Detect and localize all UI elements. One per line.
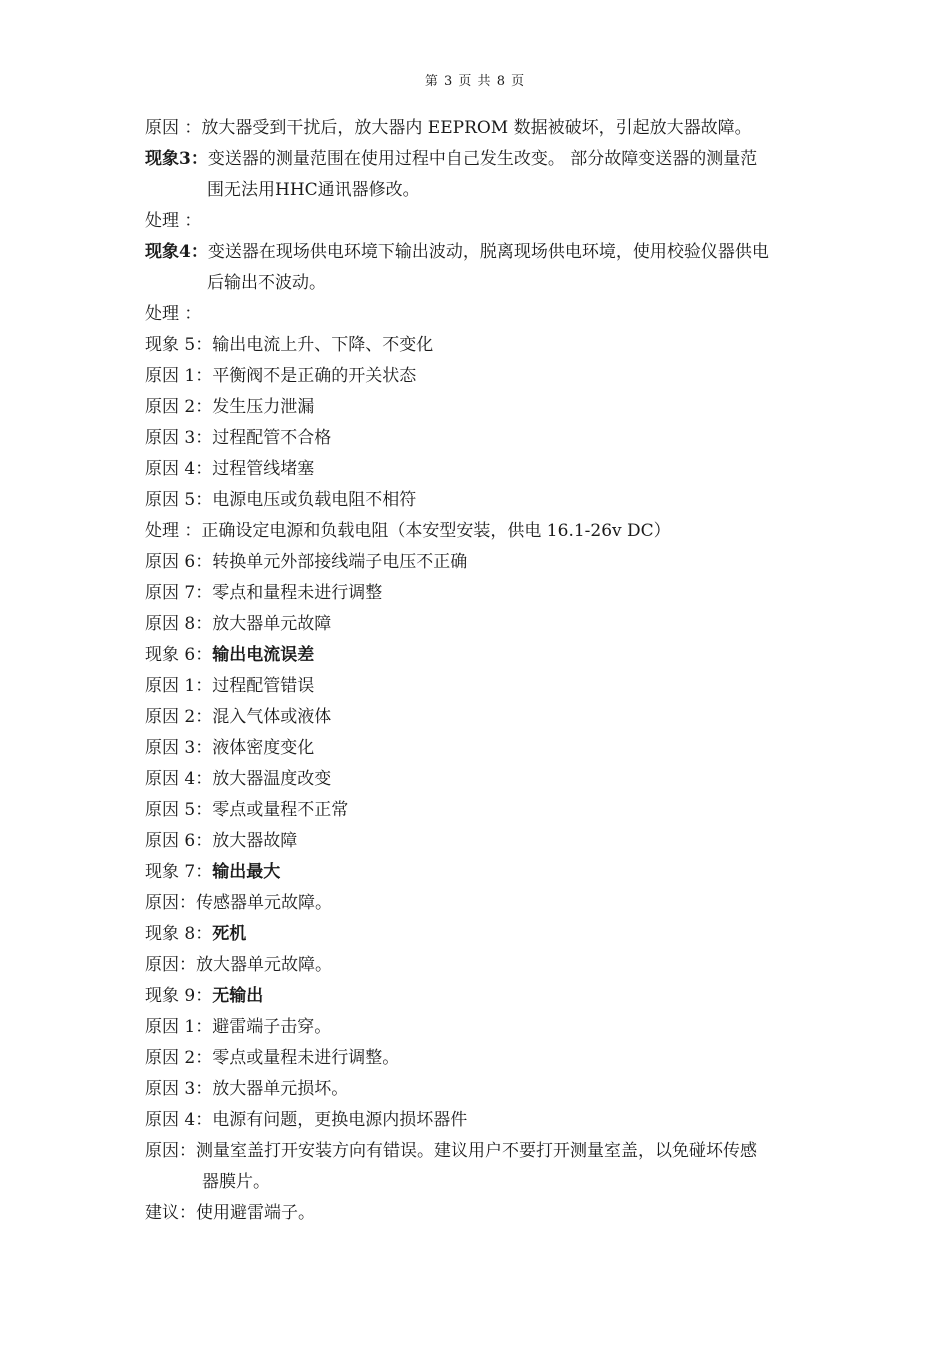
cause-line bbox=[145, 888, 845, 919]
cause-line bbox=[145, 795, 845, 826]
line-text: 混入气体或液体 bbox=[212, 707, 332, 727]
phenomenon-7-line bbox=[145, 857, 845, 888]
line-label: 处理 ： bbox=[145, 521, 202, 541]
phenomenon-label: 现象3： bbox=[145, 149, 208, 169]
line-text: 传感器单元故障。 bbox=[196, 893, 332, 913]
phenomenon-8-line bbox=[145, 919, 845, 950]
line-continuation: 器膜片。 bbox=[202, 1172, 270, 1192]
cause-line bbox=[145, 392, 845, 423]
cause-line bbox=[145, 547, 845, 578]
line-label: 原因 5： bbox=[145, 800, 213, 820]
line-label: 原因： bbox=[145, 1141, 196, 1161]
cause-line bbox=[145, 671, 845, 702]
line-text: 死机 bbox=[212, 924, 247, 944]
line-text: 放大器单元故障 bbox=[212, 614, 332, 634]
line-label: 现象 8： bbox=[145, 924, 213, 944]
line-label: 原因 4： bbox=[145, 1110, 213, 1130]
phenomenon-4-entry bbox=[145, 237, 845, 299]
line-label: 原因： bbox=[145, 893, 196, 913]
cause-line bbox=[145, 578, 845, 609]
cause-line bbox=[145, 950, 845, 981]
phenomenon-6-line bbox=[145, 640, 845, 671]
suggestion-line bbox=[145, 1198, 845, 1229]
cause-line bbox=[145, 733, 845, 764]
cause-line bbox=[145, 609, 845, 640]
line-text: 变送器在现场供电环境下输出波动，脱离现场供电环境，使用校验仪器供电 bbox=[207, 242, 769, 262]
line-label: 处理 ： bbox=[145, 304, 202, 324]
line-label: 现象 6： bbox=[145, 645, 213, 665]
line-text: 零点或量程不正常 bbox=[212, 800, 349, 820]
line-label: 原因 6： bbox=[145, 552, 213, 572]
phenomenon-label: 现象4： bbox=[145, 242, 208, 262]
line-label: 原因 7： bbox=[145, 583, 213, 603]
line-label: 原因 3： bbox=[145, 738, 213, 758]
line-text: 过程配管不合格 bbox=[212, 428, 332, 448]
line-label: 原因 4： bbox=[145, 769, 213, 789]
line-label: 建议： bbox=[145, 1203, 196, 1223]
line-text: 变送器的测量范围在使用过程中自己发生改变。 部分故障变送器的测量范 bbox=[207, 149, 758, 169]
line-label: 原因 1： bbox=[145, 366, 213, 386]
cause-line bbox=[145, 485, 845, 516]
line-text: 测量室盖打开安装方向有错误。建议用户不要打开测量室盖，以免碰坏传感 bbox=[196, 1141, 757, 1161]
line-text: 转换单元外部接线端子电压不正确 bbox=[212, 552, 468, 572]
line-text: 无输出 bbox=[212, 986, 264, 1006]
line-text: 输出电流上升、下降、不变化 bbox=[212, 335, 434, 355]
cause-line bbox=[145, 1043, 845, 1074]
line-label: 原因 3： bbox=[145, 428, 213, 448]
cause-line bbox=[145, 1105, 845, 1136]
line-label: 原因 2： bbox=[145, 1048, 213, 1068]
document-body bbox=[145, 113, 845, 1229]
line-text: 使用避雷端子。 bbox=[196, 1203, 315, 1223]
line-label: 原因 3： bbox=[145, 1079, 213, 1099]
line-text: 过程配管错误 bbox=[212, 676, 315, 696]
line-text: 放大器单元损坏。 bbox=[212, 1079, 349, 1099]
line-label: 原因 6： bbox=[145, 831, 213, 851]
line-label: 原因 2： bbox=[145, 397, 213, 417]
cause-entry-cover bbox=[145, 1136, 845, 1198]
line-label: 原因 1： bbox=[145, 1017, 213, 1037]
line-text: 正确设定电源和负载电阻（本安型安装，供电 16.1-26v DC） bbox=[201, 521, 671, 541]
line-text: 输出最大 bbox=[212, 862, 281, 882]
line-label: 原因 5： bbox=[145, 490, 213, 510]
treatment-line bbox=[145, 206, 845, 237]
treatment-line bbox=[145, 516, 845, 547]
line-text: 放大器单元故障。 bbox=[196, 955, 332, 975]
cause-line bbox=[145, 361, 845, 392]
line-text: 过程管线堵塞 bbox=[212, 459, 315, 479]
line-label: 原因 2： bbox=[145, 707, 213, 727]
line-text: 零点或量程未进行调整。 bbox=[212, 1048, 400, 1068]
cause-line bbox=[145, 702, 845, 733]
line-label: 原因 4： bbox=[145, 459, 213, 479]
line-text: 放大器温度改变 bbox=[212, 769, 332, 789]
cause-line bbox=[145, 826, 845, 857]
line-text: 输出电流误差 bbox=[212, 645, 315, 665]
page-number-header: 第 3 页 共 8 页 bbox=[424, 74, 526, 89]
line-text: 电源电压或负载电阻不相符 bbox=[212, 490, 417, 510]
cause-line bbox=[145, 1074, 845, 1105]
cause-line bbox=[145, 423, 845, 454]
line-continuation: 围无法用HHC通讯器修改。 bbox=[207, 180, 420, 200]
cause-line bbox=[145, 454, 845, 485]
phenomenon-9-line bbox=[145, 981, 845, 1012]
phenomenon-5-line bbox=[145, 330, 845, 361]
line-label: 原因 ： bbox=[145, 118, 202, 138]
line-text: 电源有问题，更换电源内损坏器件 bbox=[212, 1110, 468, 1130]
line-label: 处理 ： bbox=[145, 211, 202, 231]
cause-line bbox=[145, 1012, 845, 1043]
line-label: 现象 5： bbox=[145, 335, 213, 355]
line-text: 液体密度变化 bbox=[212, 738, 315, 758]
line-continuation: 后输出不波动。 bbox=[207, 273, 326, 293]
line-text: 放大器故障 bbox=[212, 831, 298, 851]
line-label: 原因 8： bbox=[145, 614, 213, 634]
cause-line bbox=[145, 764, 845, 795]
line-text: 零点和量程未进行调整 bbox=[212, 583, 383, 603]
line-label: 现象 9： bbox=[145, 986, 213, 1006]
line-label: 现象 7： bbox=[145, 862, 213, 882]
phenomenon-3-entry bbox=[145, 144, 845, 206]
line-label: 原因 1： bbox=[145, 676, 213, 696]
treatment-line bbox=[145, 299, 845, 330]
line-text: 避雷端子击穿。 bbox=[212, 1017, 332, 1037]
line-label: 原因： bbox=[145, 955, 196, 975]
line-text: 放大器受到干扰后，放大器内 EEPROM 数据被破坏，引起放大器故障。 bbox=[201, 118, 752, 138]
line-text: 平衡阀不是正确的开关状态 bbox=[212, 366, 417, 386]
line-text: 发生压力泄漏 bbox=[212, 397, 315, 417]
cause-line bbox=[145, 113, 845, 144]
